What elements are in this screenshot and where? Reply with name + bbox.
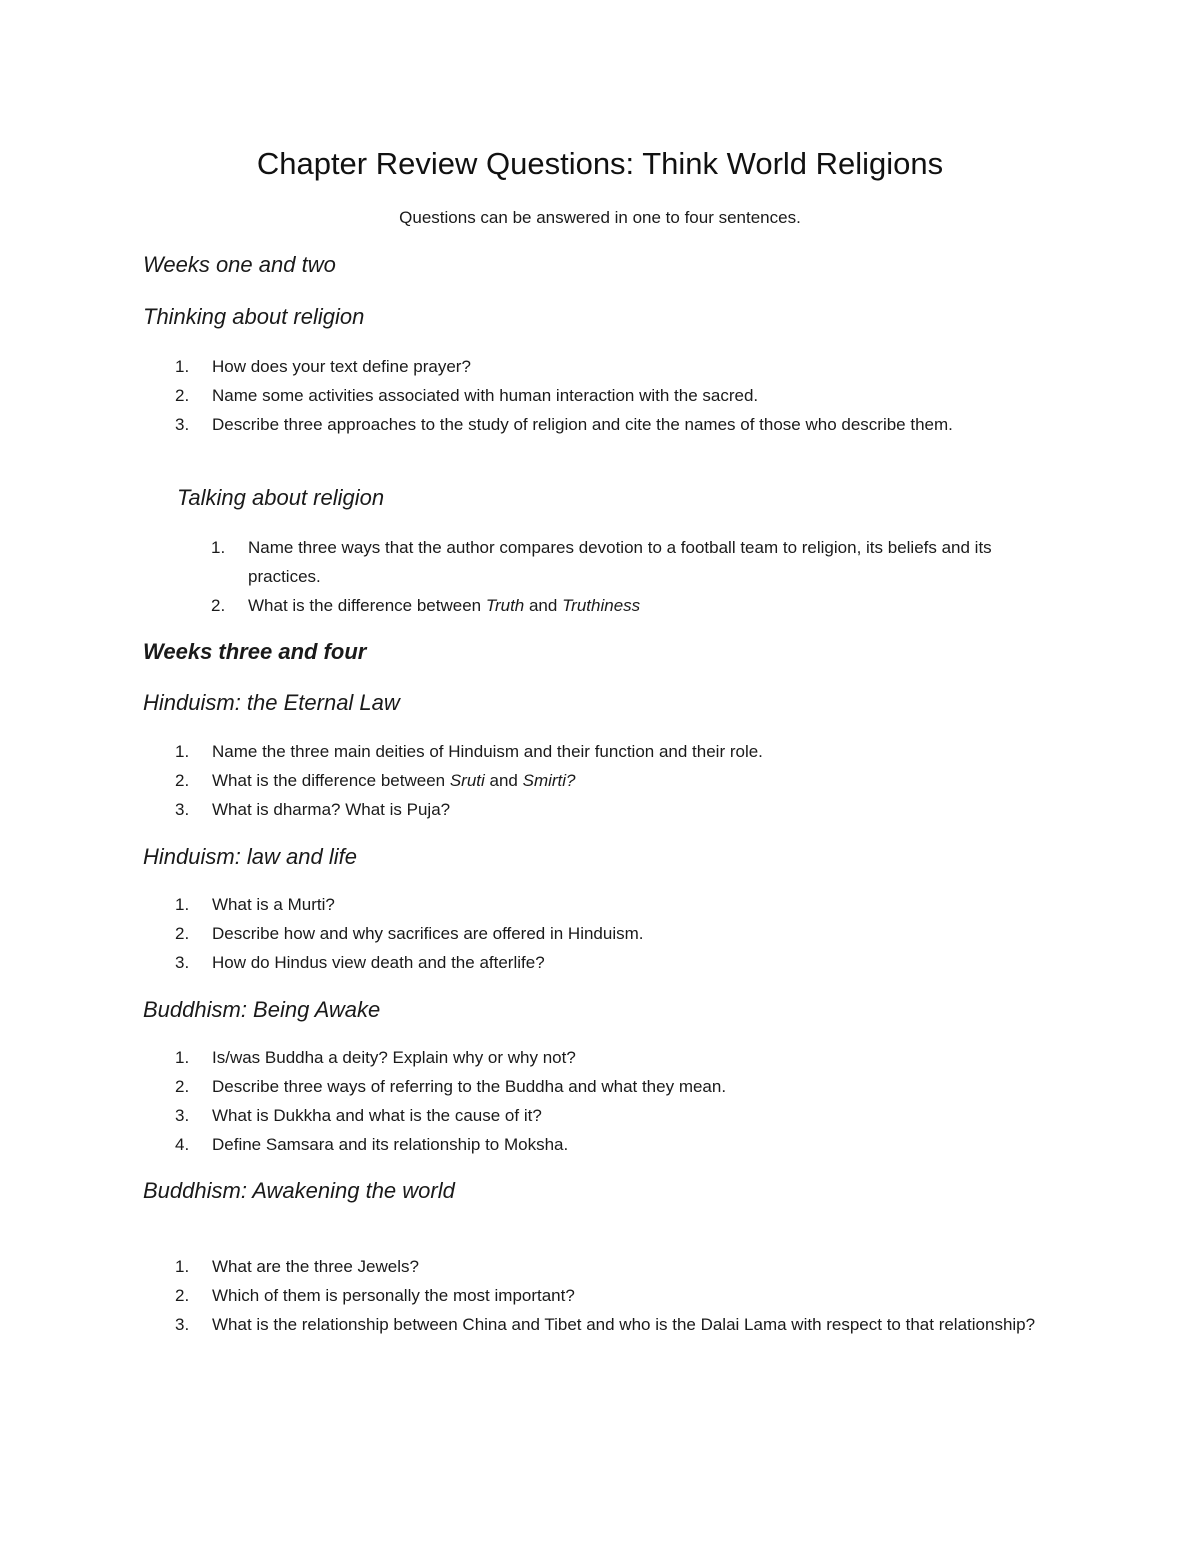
list-item: 2. Name some activities associated with human interaction with the sacred. — [175, 386, 759, 405]
list-talking-about-religion — [143, 533, 1023, 620]
heading-weeks-one-two: Weeks one and two — [143, 252, 336, 277]
heading-hinduism-eternal-law: Hinduism: the Eternal Law — [143, 690, 400, 715]
heading-hinduism-law-and-life: Hinduism: law and life — [143, 844, 357, 869]
heading-talking-about-religion: Talking about religion — [177, 485, 385, 510]
list-item: 2. What is the difference between Sruti and Smirti? — [175, 771, 576, 790]
list-item: 4. Define Samsara and its relationship to Moksha. — [175, 1135, 569, 1154]
heading-thinking-about-religion: Thinking about religion — [143, 304, 365, 329]
list-item: 1. Is/was Buddha a deity? Explain why or why not? — [175, 1048, 576, 1067]
list-buddhism-awakening-the-world — [143, 1252, 1073, 1339]
list-item: 2. Describe how and why sacrifices are offered in Hinduism. — [175, 924, 644, 943]
list-item: 2. Which of them is personally the most important? — [175, 1286, 575, 1305]
list-buddhism-being-awake — [143, 1043, 1043, 1159]
list-item: 3. What is Dukkha and what is the cause of it? — [175, 1106, 542, 1125]
heading-buddhism-being-awake: Buddhism: Being Awake — [143, 997, 381, 1022]
list-item: 3. What is the relationship between China and Tibet and who is the Dalai Lama with respect to that relationship? — [175, 1315, 1036, 1334]
list-item: 1. Name three ways that the author compares devotion to a football team to religion, its beliefs and its practices. — [211, 538, 992, 586]
list-item: 2. Describe three ways of referring to the Buddha and what they mean. — [175, 1077, 727, 1096]
list-thinking-about-religion — [143, 352, 1043, 439]
list-hinduism-law-and-life — [143, 890, 1043, 977]
list-item: 2. What is the difference between Truth and Truthiness — [211, 596, 641, 615]
list-item: 3. Describe three approaches to the study of religion and cite the names of those who describe them. — [175, 415, 953, 434]
list-item: 1. What are the three Jewels? — [175, 1257, 419, 1276]
list-item: 1. What is a Murti? — [175, 895, 335, 914]
list-item: 1. Name the three main deities of Hinduism and their function and their role. — [175, 742, 763, 761]
heading-buddhism-awakening-the-world: Buddhism: Awakening the world — [143, 1178, 455, 1203]
page-title: Chapter Review Questions: Think World Religions — [256, 146, 944, 181]
list-item: 3. How do Hindus view death and the afterlife? — [175, 953, 545, 972]
list-hinduism-eternal-law — [143, 737, 1043, 824]
page-subtitle: Questions can be answered in one to four sentences. — [399, 208, 801, 227]
list-item: 1. How does your text define prayer? — [175, 357, 471, 376]
list-item: 3. What is dharma? What is Puja? — [175, 800, 451, 819]
heading-weeks-three-four: Weeks three and four — [143, 639, 367, 664]
